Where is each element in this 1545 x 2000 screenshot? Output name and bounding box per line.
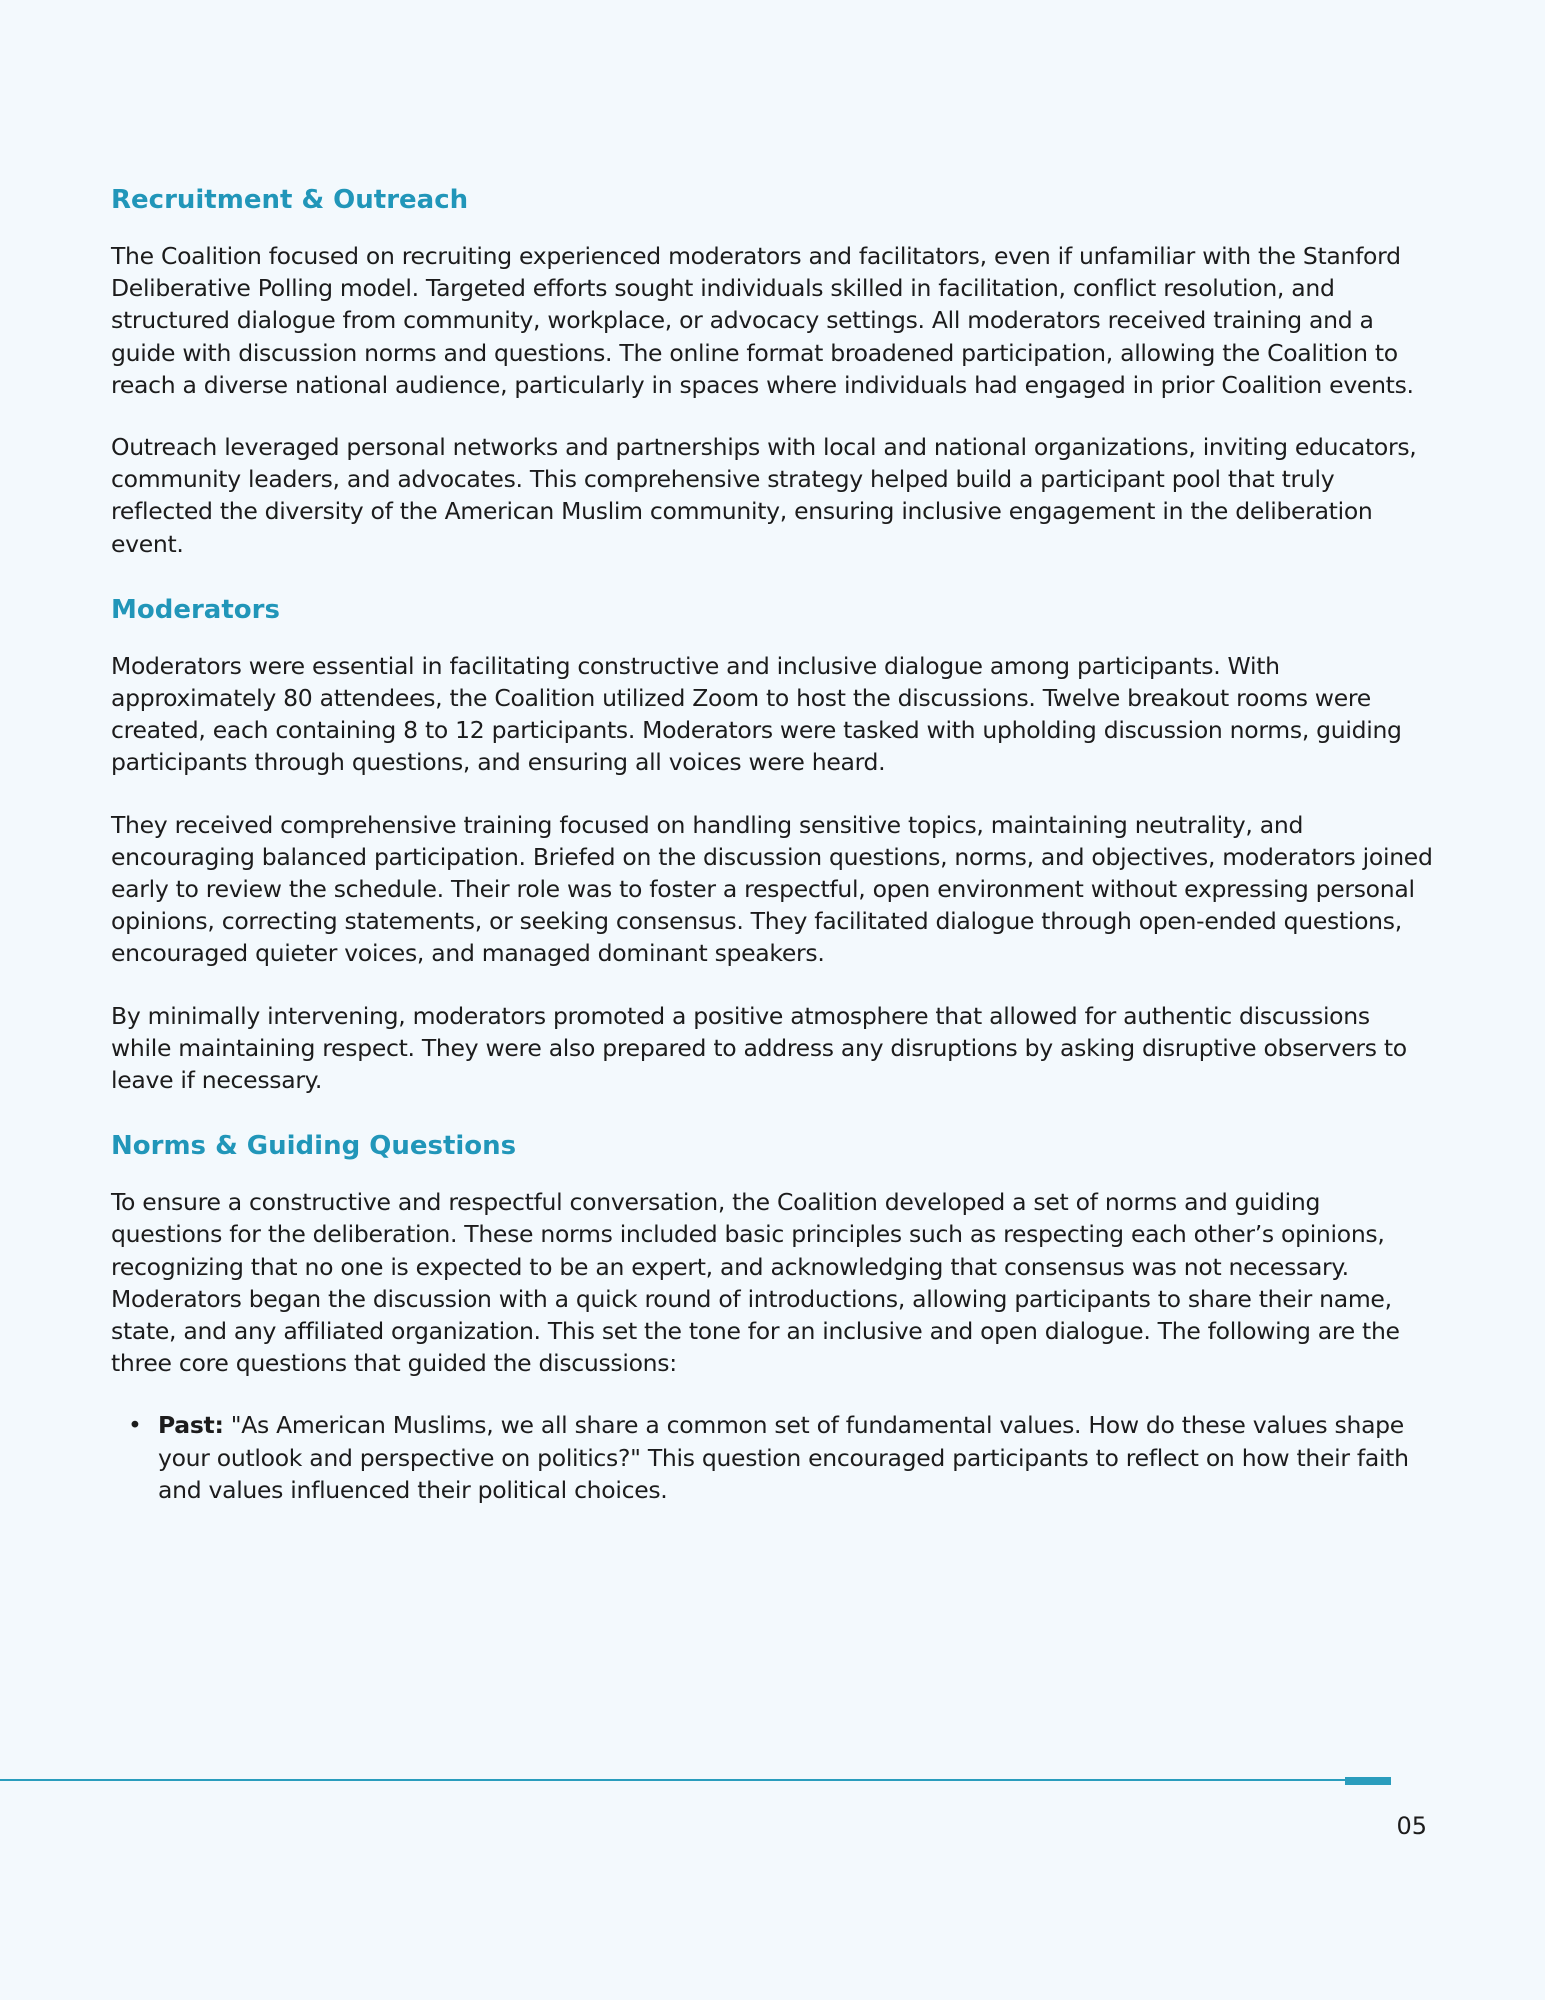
paragraph-moderators-2: They received comprehensive training focused on handling sensitive topics, maintaining neutrality, and encouraging balanced participation. Briefed on the discussion questions, norms, and objectives, moderators joined early to review the schedule. Their role was to foster a respectful, open environment without expressing personal opinions, correcting statements, or seeking consensus. They facilitated dialogue through open-ended questions, encouraged quieter voices, and managed dominant speakers. bbox=[111, 810, 1433, 968]
section-norms-guiding-questions bbox=[111, 1126, 1436, 1506]
footer-rule bbox=[0, 1779, 1345, 1781]
page-number: 05 bbox=[1396, 1812, 1427, 1840]
list-item-text: "As American Muslims, we all share a common set of fundamental values. How do these values shape your outlook and perspective on politics?" This question encouraged participants to reflect on how their faith and values influenced their political choices. bbox=[158, 1411, 1409, 1504]
footer-accent-bar bbox=[1345, 1777, 1391, 1785]
section-heading-recruitment: Recruitment & Outreach bbox=[111, 185, 469, 215]
section-heading-moderators: Moderators bbox=[111, 594, 280, 625]
section-recruitment-outreach bbox=[111, 180, 1436, 560]
page-content bbox=[111, 180, 1436, 1506]
paragraph-norms-1: To ensure a constructive and respectful conversation, the Coalition developed a set of norms and guiding questions for the deliberation. These norms included basic principles such as respecting each other’s opinions, recognizing that no one is expected to be an expert, and acknowledging that consensus was not necessary. Moderators began the discussion with a quick round of introductions, allowing participants to share their name, state, and any affiliated organization. This set the tone for an inclusive and open dialogue. The following are the three core questions that guided the discussions: bbox=[111, 1188, 1400, 1378]
guiding-questions-list bbox=[111, 1409, 1436, 1506]
paragraph-moderators-3: By minimally intervening, moderators promoted a positive atmosphere that allowed for authentic discussions while maintaining respect. They were also prepared to address any disruptions by asking disruptive observers to leave if necessary. bbox=[111, 1001, 1407, 1095]
paragraph-recruitment-1: The Coalition focused on recruiting experienced moderators and facilitators, even if unfamiliar with the Stanford Deliberative Polling model. Targeted efforts sought individuals skilled in facilitation, conflict resolution, and structured dialogue from community, workplace, or advocacy settings. All moderators received training and a guide with discussion norms and questions. The online format broadened participation, allowing the Coalition to reach a diverse national audience, particularly in spaces where individuals had engaged in prior Coalition events. bbox=[111, 242, 1414, 399]
list-item bbox=[128, 1409, 1436, 1506]
section-heading-norms: Norms & Guiding Questions bbox=[111, 1131, 517, 1162]
section-moderators bbox=[111, 590, 1436, 1096]
paragraph-recruitment-2: Outreach leveraged personal networks and partnerships with local and national organizations, inviting educators, community leaders, and advocates. This comprehensive strategy helped build a participant pool that truly reflected the diversity of the American Muslim community, ensuring inclusive engagement in the deliberation event. bbox=[111, 433, 1417, 558]
paragraph-moderators-1: Moderators were essential in facilitating constructive and inclusive dialogue among participants. With approximately 80 attendees, the Coalition utilized Zoom to host the discussions. Twelve breakout rooms were created, each containing 8 to 12 participants. Moderators were tasked with upholding discussion norms, guiding participants through questions, and ensuring all voices were heard. bbox=[111, 651, 1402, 777]
bullet-icon: • bbox=[128, 1411, 142, 1440]
list-item-label: Past: bbox=[158, 1411, 224, 1440]
